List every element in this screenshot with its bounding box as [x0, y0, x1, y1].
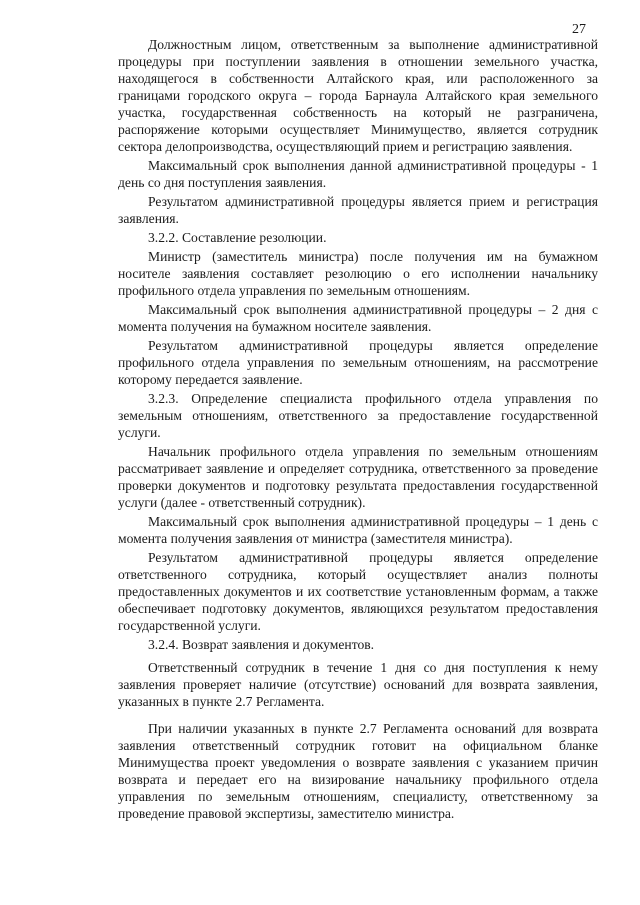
- section-heading-3-2-4: 3.2.4. Возврат заявления и документов.: [148, 637, 375, 652]
- paragraph-max-term-resolution: Максимальный срок выполнения административной процедуры – 2 дня с момента получения на бумажном носителе заявления.: [118, 302, 598, 334]
- document-body: [118, 36, 598, 824]
- paragraph-department-head: Начальник профильного отдела управления по земельным отношениям рассматривает заявление и определяет сотрудника, ответственного за проведение проверки документов и подготовку результата предоставления государственной услуги (далее - ответственный сотрудник).: [118, 444, 598, 510]
- paragraph-responsible-person: Должностным лицом, ответственным за выполнение административной процедуры при поступлении заявления в отношении земельного участка, находящегося в собственности Алтайского края, или расположенного за границами городского округа – города Барнаула Алтайского края земельного участка, государственная собственность на который не разграничена, распоряжение которыми осуществляет Минимущество, является сотрудник сектора делопроизводства, осуществляющий прием и регистрацию заявления.: [118, 37, 598, 154]
- section-heading-3-2-3: 3.2.3. Определение специалиста профильного отдела управления по земельным отношениям, ответственного за предоставление государственной услуги.: [118, 391, 598, 440]
- paragraph-responsible-check: Ответственный сотрудник в течение 1 дня со дня поступления к нему заявления проверяет наличие (отсутствие) оснований для возврата заявления, указанных в пункте 2.7 Регламента.: [118, 660, 598, 709]
- paragraph-return-notice: При наличии указанных в пункте 2.7 Регламента оснований для возврата заявления ответственный сотрудник готовит на официальном бланке Минимущества проект уведомления о возврате заявления с указанием причин возврата и передает его на визирование начальнику профильного отдела управления по земельным отношениям, специалисту, ответственному за проведение правовой экспертизы, заместителю министра.: [118, 721, 598, 821]
- section-heading-3-2-2: 3.2.2. Составление резолюции.: [148, 230, 327, 245]
- paragraph-result-registration: Результатом административной процедуры является прием и регистрация заявления.: [118, 194, 598, 226]
- paragraph-max-term-assignment: Максимальный срок выполнения административной процедуры – 1 день с момента получения заявления от министра (заместителя министра).: [118, 514, 598, 546]
- page-number: 27: [572, 22, 586, 37]
- paragraph-max-term-registration: Максимальный срок выполнения данной административной процедуры - 1 день со дня поступления заявления.: [118, 158, 598, 190]
- paragraph-result-assignment: Результатом административной процедуры является определение ответственного сотрудника, который осуществляет анализ полноты предоставленных документов и их соответствие установленным формам, а также обеспечивает подготовку документов, являющихся результатом предоставления государственной услуги.: [118, 550, 598, 633]
- paragraph-minister-resolution: Министр (заместитель министра) после получения им на бумажном носителе заявления составляет резолюцию о его исполнении начальнику профильного отдела управления по земельным отношениям.: [118, 249, 598, 298]
- paragraph-result-resolution: Результатом административной процедуры является определение профильного отдела управления по земельным отношениям, на рассмотрение которому передается заявление.: [118, 338, 598, 387]
